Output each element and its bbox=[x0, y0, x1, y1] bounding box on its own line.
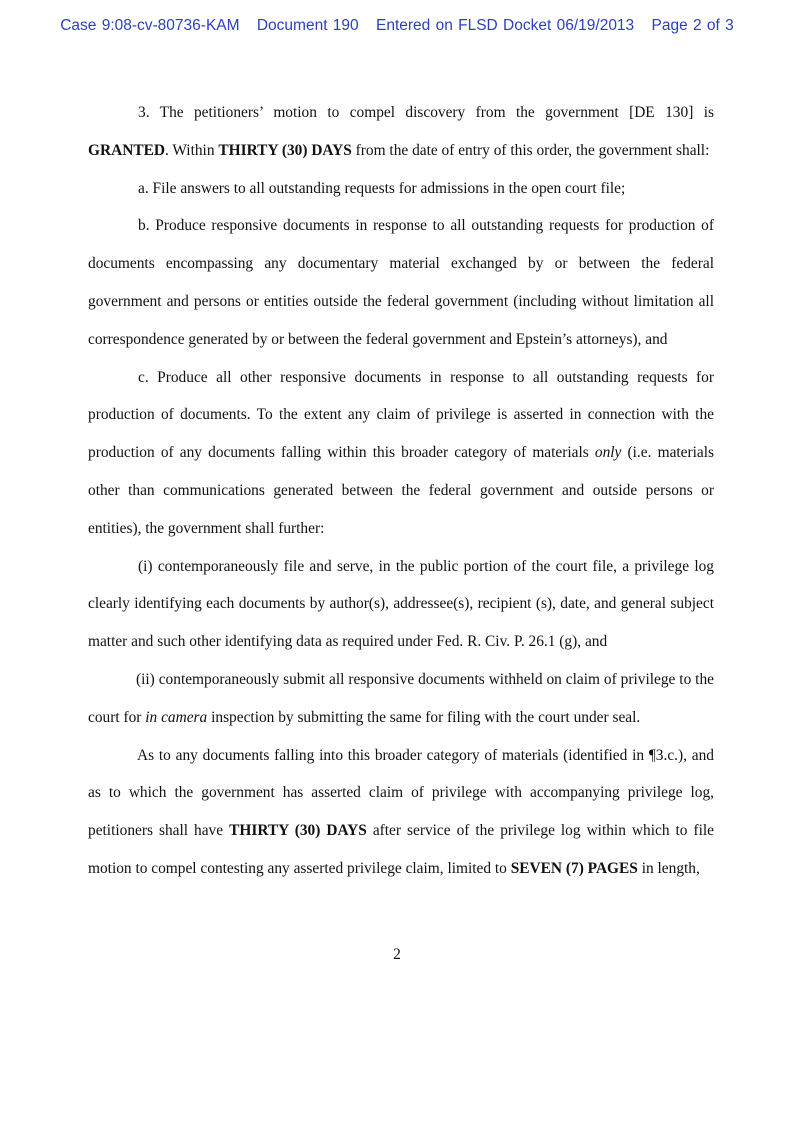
paragraph-3 bbox=[88, 94, 714, 170]
closing-text-2: after service of the privilege log within which to file motion to compel contesting any asserted privilege claim, limited to bbox=[88, 822, 714, 877]
document-number: Document 190 bbox=[256, 17, 359, 34]
item-c bbox=[88, 359, 714, 548]
item-c-text-2: (i.e. materials other than communications generated between the federal government and outside persons or entities), the government shall further: bbox=[88, 444, 715, 537]
paragraph-3-tail: from the date of entry of this order, the government shall: bbox=[351, 141, 710, 159]
item-ii-text-2: inspection by submitting the same for filing with the court under seal. bbox=[207, 708, 641, 726]
in-camera-text: in camera bbox=[145, 708, 208, 726]
paragraph-3-lead: 3. The petitioners’ motion to compel discovery from the government [DE 130] is bbox=[138, 104, 714, 121]
page-indicator: Page 2 of 3 bbox=[651, 17, 734, 34]
paragraph-3-mid: . Within bbox=[164, 141, 219, 159]
closing-thirty-days-text: THIRTY (30) DAYS bbox=[229, 822, 367, 840]
page-number: 2 bbox=[393, 946, 401, 963]
order-body bbox=[88, 94, 714, 888]
item-b: b. Produce responsive documents in response to all outstanding requests for production of documents encompassing any documentary material exchanged by or between the federal government and persons or entities outside the federal government (including without limitation all correspondence generated by or between the federal government and Epstein’s attorneys), and bbox=[88, 217, 714, 348]
item-ii bbox=[88, 661, 714, 737]
closing-text-1: As to any documents falling into this broader category of materials (identified in ¶3.c.), and as to which the government has asserted claim of privilege with accompanying privilege log, petitioners shall have bbox=[88, 746, 714, 840]
seven-pages-text: SEVEN (7) PAGES bbox=[510, 859, 638, 877]
closing-paragraph bbox=[88, 737, 714, 888]
item-a: a. File answers to all outstanding requests for admissions in the open court file; bbox=[138, 179, 626, 197]
docket-entry-date: Entered on FLSD Docket 06/19/2013 bbox=[375, 17, 635, 34]
item-i: (i) contemporaneously file and serve, in the public portion of the court file, a privilege log clearly identifying each documents by author(s), addressee(s), recipient (s), date, and general subject matter and such other identifying data as required under Fed. R. Civ. P. 26.1 (g), and bbox=[88, 557, 714, 651]
docket-header bbox=[0, 17, 794, 35]
item-c-text-1: c. Produce all other responsive documents in response to all outstanding requests for production of documents. To the extent any claim of privilege is asserted in connection with the production of any documents falling within this broader category of materials bbox=[88, 368, 714, 462]
closing-text-3: in length, bbox=[637, 859, 700, 877]
item-ii-text-1: (ii) contemporaneously submit all responsive documents withheld on claim of privilege to the court for bbox=[88, 670, 714, 726]
case-number: Case 9:08-cv-80736-KAM bbox=[60, 17, 240, 34]
granted-text: GRANTED bbox=[88, 141, 165, 159]
only-text: only bbox=[594, 444, 622, 462]
thirty-days-text: THIRTY (30) DAYS bbox=[218, 141, 352, 159]
